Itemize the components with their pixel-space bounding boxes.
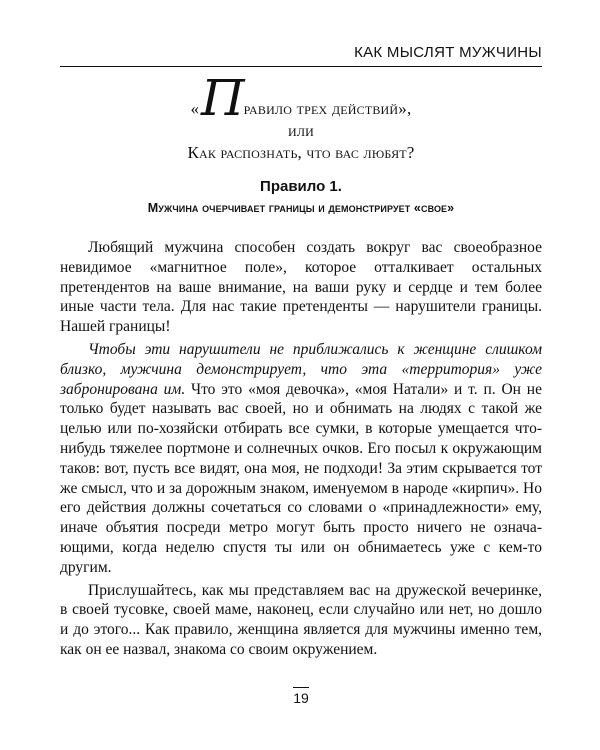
rule-number: Правило 1. <box>260 178 342 195</box>
paragraph-1: Любящий мужчина способен создать вокруг вас своеобразное невидимое «магнитное поле», которое отталкивает остальных претендентов на ваше внимание, на ваши руку и сердце и тем более иные части тела. Для нас такие претенденты — нарушители границы. Нашей границы! <box>60 239 542 336</box>
paragraph-2-text: Что это «моя девочка», «моя Натали» и т. п. Он не только будет называть вас своей, но и обнимать на людях с такой же целью или по-хозяйски отбирать все сумки, в которые умещается что-нибудь тяжелее портмоне и солнечных очков. Его посыл к окружающим таков: вот, пусть все видят, она моя, не подходи! За этим скрывается тот же смысл, что и за дорожным знаком, именуемом в народе «кирпич». Но его действия должны сочетаться со словами о «принадлежности» ему, иначе объятия посреди метро могут быть просто ничего не означающими, когда неделю спустя ты или он обнимаетесь уже с кем-то другим. <box>60 380 542 576</box>
running-head: КАК МЫСЛЯТ МУЖЧИНЫ <box>354 44 542 61</box>
body-text <box>60 238 542 660</box>
rule-heading <box>60 176 542 218</box>
chapter-title-rest: равило трех действий», <box>243 99 412 118</box>
chapter-connector: или <box>287 121 315 140</box>
page-number: 19 <box>293 690 309 706</box>
paragraph-2-emphasis: Чтобы эти нарушители не приближались к женщине слишком близко, мужчина демонстрирует, что эта «территория» уже забронирована им. <box>60 340 542 398</box>
drop-cap-letter: П <box>201 69 243 127</box>
paragraph-2 <box>60 340 542 578</box>
chapter-subtitle: Как распознать, что вас любят? <box>187 143 415 162</box>
open-quote: « <box>190 99 200 118</box>
paragraph-3: Прислушайтесь, как мы представляем вас на дружеской вечеринке, в своей тусовке, своей маме, наконец, если случайно или нет, но дошло и до этого... Как правило, женщина является для мужчины именно тем, как он ее назвал, знакома со своим окружением. <box>60 581 542 658</box>
header-rule <box>60 66 542 67</box>
chapter-title-line <box>190 69 412 127</box>
rule-text: Мужчина очерчивает границы и демонстрирует «свое» <box>147 201 455 215</box>
page-number-rule <box>293 687 309 688</box>
chapter-title <box>60 69 542 164</box>
